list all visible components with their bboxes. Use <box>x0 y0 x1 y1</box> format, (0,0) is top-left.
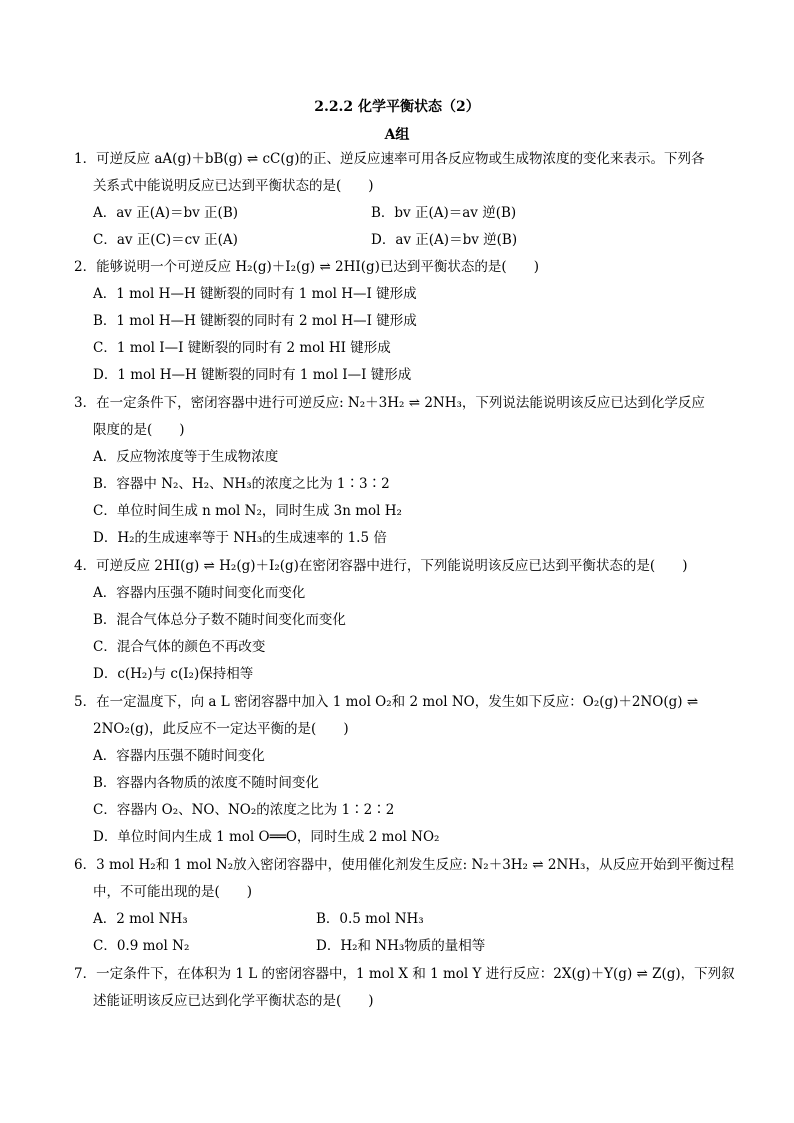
question-2-option-b: B．1 mol H—H 键断裂的同时有 2 mol H—I 键形成 <box>93 313 417 329</box>
question-6-line-2: 中，不可能出现的是( ) <box>93 884 253 900</box>
question-5-option-d: D．单位时间内生成 1 mol O══O，同时生成 2 mol NO₂ <box>93 829 440 845</box>
question-6-option-c: C．0.9 mol N₂ <box>93 938 190 954</box>
question-2-option-d: D．1 mol H—H 键断裂的同时有 1 mol I—I 键形成 <box>93 367 412 383</box>
question-5-option-c: C．容器内 O₂、NO、NO₂的浓度之比为 1∶2∶2 <box>93 802 395 818</box>
question-5-line-1: 5．在一定温度下，向 a L 密闭容器中加入 1 mol O₂和 2 mol NO，发生如下反应：O₂(g)＋2NO(g) ⇌ <box>74 694 699 710</box>
question-2-option-c: C．1 mol I—I 键断裂的同时有 2 mol HI 键形成 <box>93 340 391 356</box>
question-1-option-a: A．av 正(A)＝bv 正(B) <box>93 205 239 221</box>
group-heading: A组 <box>384 127 410 143</box>
question-5-option-b: B．容器内各物质的浓度不随时间变化 <box>93 775 319 791</box>
question-4-line-1: 4．可逆反应 2HI(g) ⇌ H₂(g)＋I₂(g)在密闭容器中进行，下列能说明该反应已达到平衡状态的是( ) <box>74 558 688 574</box>
question-4-option-a: A．容器内压强不随时间变化而变化 <box>93 585 306 601</box>
question-2-option-a: A．1 mol H—H 键断裂的同时有 1 mol H—I 键形成 <box>93 286 417 302</box>
question-1-option-d: D．av 正(A)＝bv 逆(B) <box>371 232 518 248</box>
question-3-option-a: A．反应物浓度等于生成物浓度 <box>93 449 279 465</box>
question-1-line-2: 关系式中能说明反应已达到平衡状态的是( ) <box>93 178 374 194</box>
document-title: 2.2.2 化学平衡状态（2） <box>314 99 480 115</box>
question-6-option-a: A．2 mol NH₃ <box>93 911 188 927</box>
question-1-option-b: B．bv 正(A)＝av 逆(B) <box>371 205 517 221</box>
question-4-option-b: B．混合气体总分子数不随时间变化而变化 <box>93 612 346 628</box>
question-2-line-1: 2．能够说明一个可逆反应 H₂(g)＋I₂(g) ⇌ 2HI(g)已达到平衡状态的是( ) <box>74 259 539 275</box>
question-3-line-1: 3．在一定条件下，密闭容器中进行可逆反应: N₂＋3H₂ ⇌ 2NH₃，下列说法能说明该反应已达到化学反应 <box>74 395 705 411</box>
question-6-option-d: D．H₂和 NH₃物质的量相等 <box>316 938 486 954</box>
question-4-option-d: D．c(H₂)与 c(I₂)保持相等 <box>93 666 254 682</box>
question-3-option-b: B．容器中 N₂、H₂、NH₃的浓度之比为 1∶3∶2 <box>93 476 390 492</box>
question-4-option-c: C．混合气体的颜色不再改变 <box>93 639 266 655</box>
question-6-option-b: B．0.5 mol NH₃ <box>316 911 424 927</box>
question-7-line-1: 7．一定条件下，在体积为 1 L 的密闭容器中，1 mol X 和 1 mol Y 进行反应：2X(g)＋Y(g) ⇌ Z(g)，下列叙 <box>74 966 735 982</box>
question-7-line-2: 述能证明该反应已达到化学平衡状态的是( ) <box>93 993 374 1009</box>
question-3-option-d: D．H₂的生成速率等于 NH₃的生成速率的 1.5 倍 <box>93 530 387 546</box>
question-1-line-1: 1．可逆反应 aA(g)＋bB(g) ⇌ cC(g)的正、逆反应速率可用各反应物或生成物浓度的变化来表示。下列各 <box>74 151 705 167</box>
question-3-line-2: 限度的是( ) <box>93 422 185 438</box>
question-6-line-1: 6．3 mol H₂和 1 mol N₂放入密闭容器中，使用催化剂发生反应: N₂＋3H₂ ⇌ 2NH₃，从反应开始到平衡过程 <box>74 857 734 873</box>
question-5-line-2: 2NO₂(g)，此反应不一定达平衡的是( ) <box>93 721 349 737</box>
question-5-option-a: A．容器内压强不随时间变化 <box>93 748 265 764</box>
question-1-option-c: C．av 正(C)＝cv 正(A) <box>93 232 238 248</box>
question-3-option-c: C．单位时间生成 n mol N₂，同时生成 3n mol H₂ <box>93 503 402 519</box>
